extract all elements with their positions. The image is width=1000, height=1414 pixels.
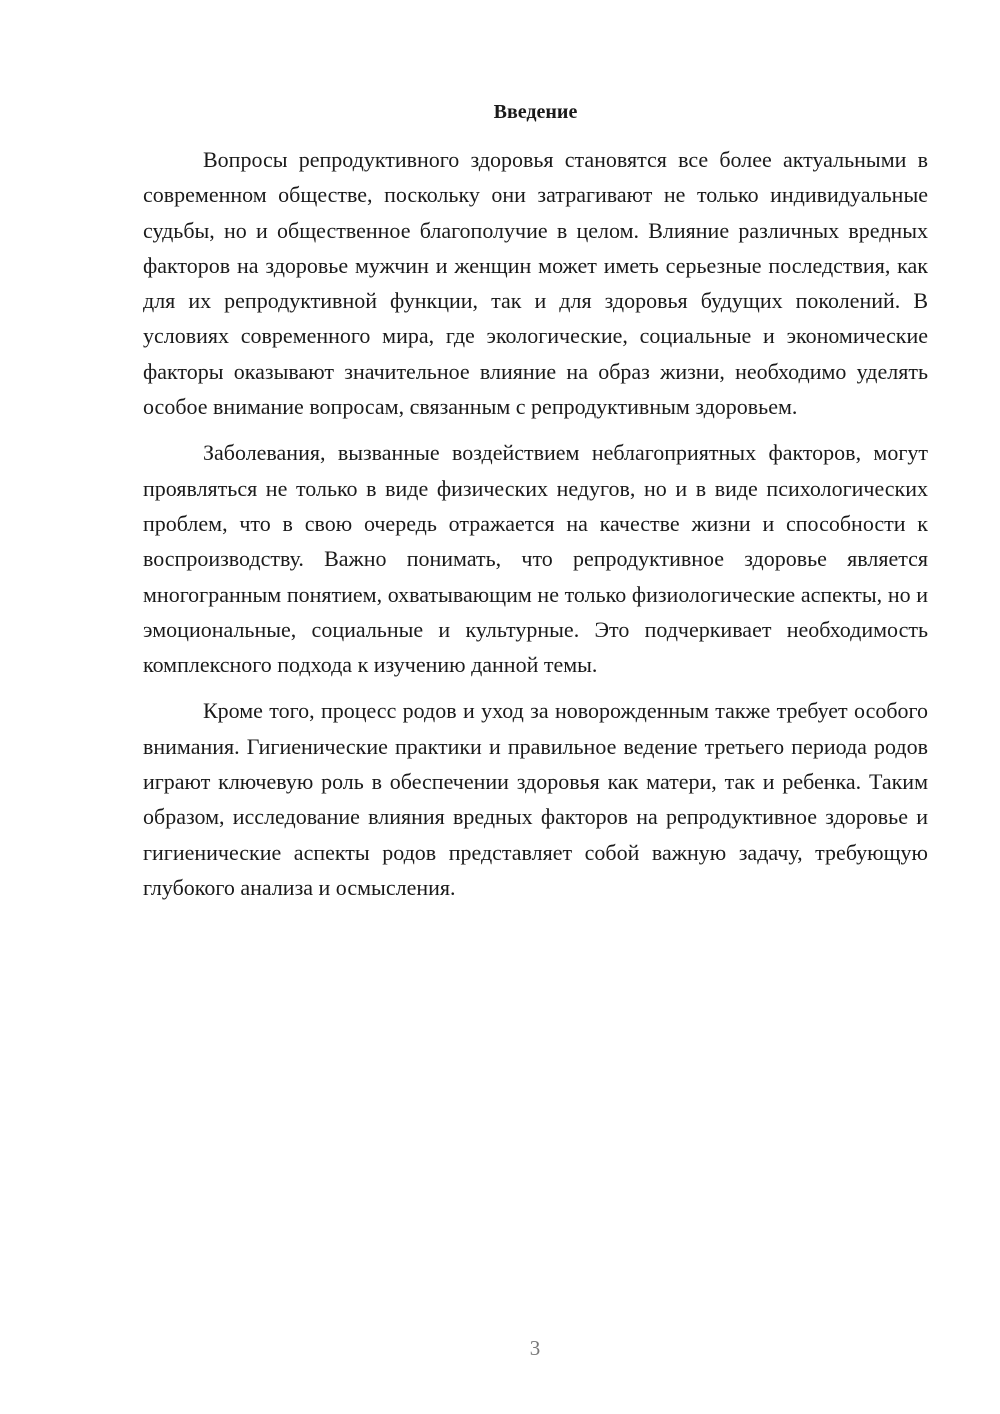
- section-heading: Введение: [493, 101, 578, 123]
- paragraph-3: Кроме того, процесс родов и уход за новорожденным также требует особого внимания. Гигиенические практики и правильное ведение третьего периода родов играют ключевую роль в обеспечении здоровья как матери, так и ребенка. Таким образом, исследование влияния вредных факторов на репродуктивное здоровье и гигиенические аспекты родов представляет собой важную задачу, требующую глубокого анализа и осмысления.: [143, 698, 928, 900]
- paragraph-2: Заболевания, вызванные воздействием неблагоприятных факторов, могут проявляться не только в виде физических недугов, но и в виде психологических проблем, что в свою очередь отражается на качестве жизни и способности к воспроизводству. Важно понимать, что репродуктивное здоровье является многогранным понятием, охватывающим не только физиологические аспекты, но и эмоциональные, социальные и культурные. Это подчеркивает необходимость комплексного подхода к изучению данной темы.: [143, 440, 928, 678]
- page-number: 3: [529, 1336, 541, 1360]
- paragraph-1: Вопросы репродуктивного здоровья становятся все более актуальными в современном обществе, поскольку они затрагивают не только индивидуальные судьбы, но и общественное благополучие в целом. Влияние различных вредных факторов на здоровье мужчин и женщин может иметь серьезные последствия, как для их репродуктивной функции, так и для здоровья будущих поколений. В условиях современного мира, где экологические, социальные и экономические факторы оказывают значительное влияние на образ жизни, необходимо уделять особое внимание вопросам, связанным с репродуктивным здоровьем.: [143, 147, 928, 420]
- body-text: [143, 142, 928, 916]
